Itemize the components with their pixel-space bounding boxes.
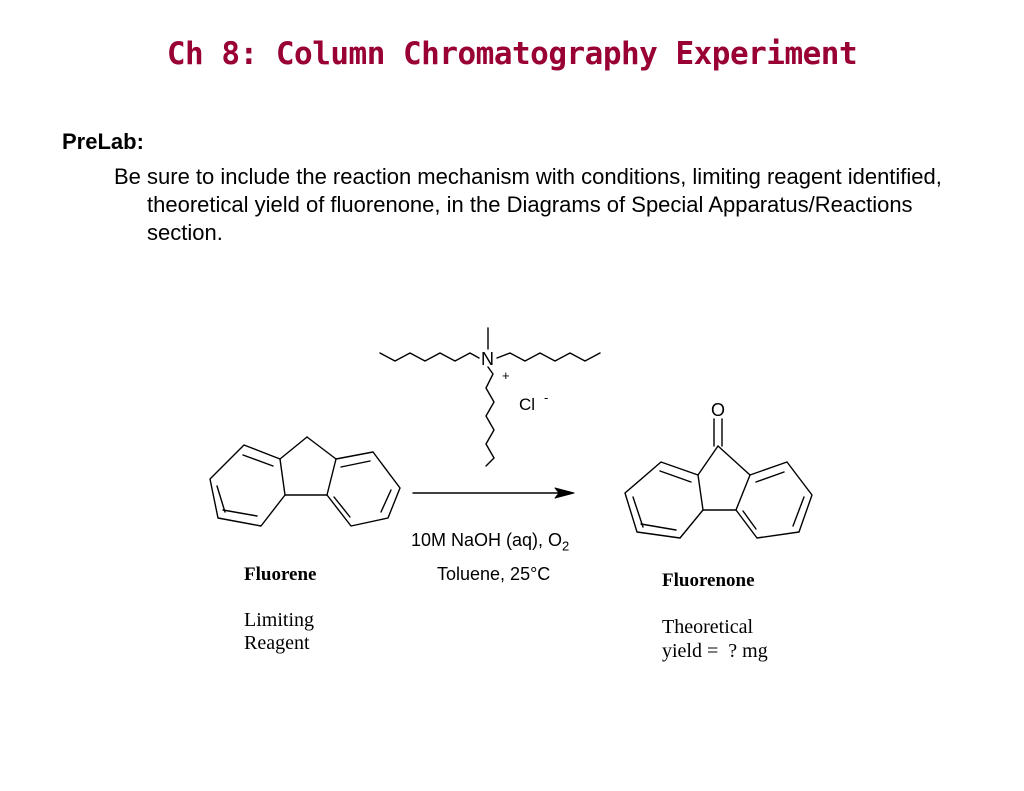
fluorene-structure bbox=[210, 437, 400, 526]
slide-title: Ch 8: Column Chromatography Experiment bbox=[166, 36, 858, 72]
chloride-charge: - bbox=[544, 390, 549, 405]
carbonyl-oxygen-label: O bbox=[711, 400, 726, 420]
conditions-line1 bbox=[411, 530, 569, 554]
conditions-line2: Toluene, 25°C bbox=[437, 564, 551, 584]
reactant-note-1: Limiting bbox=[244, 609, 314, 631]
product-name: Fluorenone bbox=[662, 570, 755, 591]
positive-charge: + bbox=[502, 368, 510, 383]
prelab-heading: PreLab: bbox=[62, 129, 144, 154]
oxygen-subscript: 2 bbox=[562, 538, 570, 554]
reactant-note-2: Reagent bbox=[244, 632, 310, 654]
chloride-label: Cl bbox=[519, 395, 536, 414]
product-note-1: Theoretical bbox=[662, 616, 754, 638]
conditions-reagents: 10M NaOH (aq), O bbox=[411, 530, 563, 550]
nitrogen-label: N bbox=[481, 349, 494, 369]
product-note-2: yield = ? mg bbox=[662, 640, 768, 662]
prelab-instructions: Be sure to include the reaction mechanism with conditions, limiting reagent identified, theoretical yield of fluorenone, in the Diagrams of Special Apparatus/Reactions section. bbox=[114, 164, 942, 245]
reactant-name: Fluorene bbox=[244, 564, 317, 585]
fluorenone-structure bbox=[625, 419, 812, 538]
